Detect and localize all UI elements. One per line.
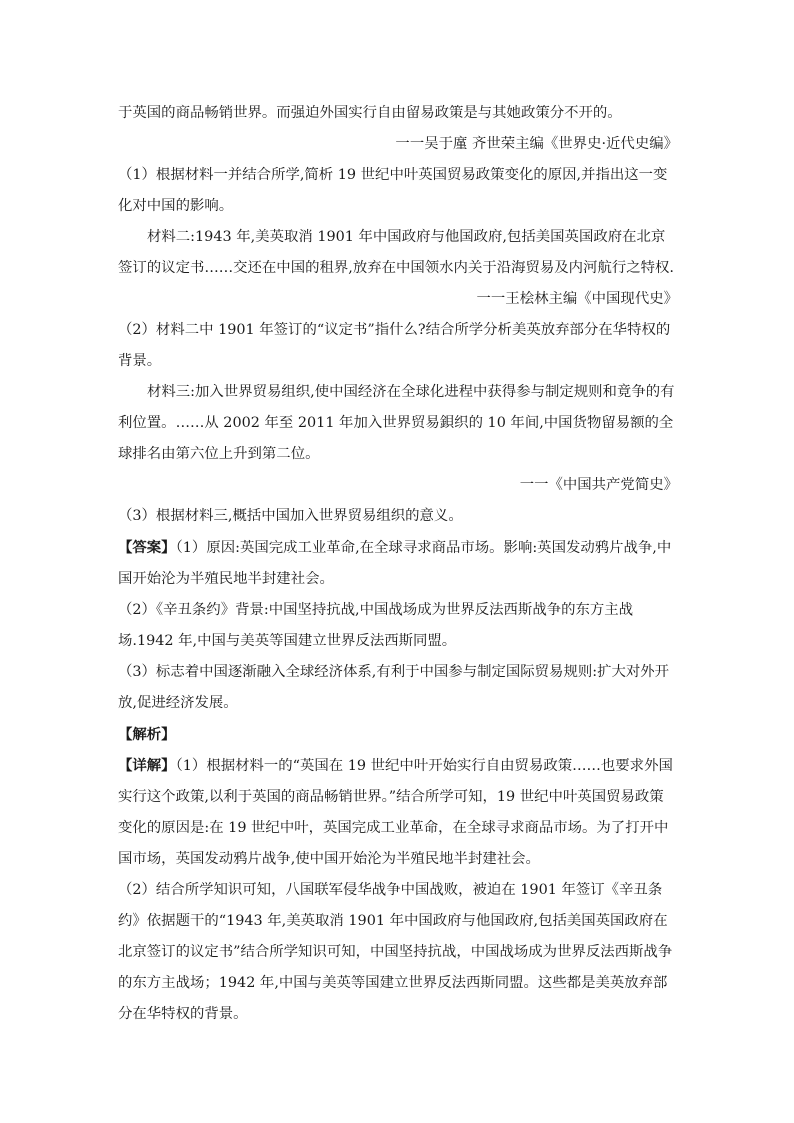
answer-3: （3）标志着中国逐渐融入全球经济体系,有利于中国参与制定国际贸易规则:扩大对外开放,促进经济发展。 (118, 664, 670, 711)
answer-1: 【答案】（1）原因:英国完成工业革命,在全球寻求商品市场。影响:英国发动鸦片战争,中国开始沦为半殖民地半封建社会。 (118, 539, 672, 587)
document-body (118, 98, 678, 1030)
detail-1: 【详解】（1）根据材料一的“英国在 19 世纪中叶开始实行自由贸易政策……也要求外国实行这个政策,以利于英国的商品畅销世界。”结合所学可知，19 世纪中叶英国贸易政策变化的原因是:在 19 世纪中叶，英国完成工业革命，在全球寻求商品市场。为了打开中国市场，英国发动鸦片战争,使中国开始沦为半殖民地半封建社会。 (118, 757, 673, 867)
question-3: （3）根据材料三,概括中国加入世界贸易组织的意义。 (118, 508, 463, 524)
section-label: 【详解】 (118, 757, 176, 774)
material-three: 材料三:加入世界贸易组织,使中国经济在全球化进程中获得参与制定规则和竟争的有利位置。……从 2002 年至 2011 年加入世界贸易鋇织的 10 年间,中国货物留易额的全球排名由第六位上升到第二位。 (118, 384, 675, 462)
question-2: （2）材料二中 1901 年签订的“议定书”指什么?结合所学分析美英放弃部分在华特权的背景。 (118, 322, 671, 369)
question-1: （1）根据材料一并结合所学,简析 19 世纪中叶英国贸易政策变化的原因,并指出这一变化对中国的影响。 (118, 167, 668, 214)
source-citation-3: 一一《中国共产党简史》 (519, 477, 678, 493)
material-one-ending: 于英国的商品畅销世界。而强迫外国实行自由留易政策是与其她政策分不开的。 (118, 105, 622, 121)
detail-2: （2）结合所学知识可知，八国联军侵华战争中国战败，被迫在 1901 年签订《辛丑条约》依据题干的“1943 年,美英取消 1901 年中国政府与他国政府,包括美国英国政府在北京签订的议定书”结合所学知识可知，中国坚持抗战，中国战场成为世界反法西斯战争的东方主战场；1942 年,中国与美英等国建立世界反法西斯同盟。这些都是美英放弃部分在华特权的背景。 (118, 882, 673, 1022)
material-two: 材料二:1943 年,美英取消 1901 年中国政府与他国政府,包括美国英国政府在北京签订的议定书……交还在中国的租界,放弃在中国领水内关于沿海贸易及内河航行之特权. (118, 229, 674, 276)
source-citation-1: 一一吴于廑 齐世荣主编《世界史·近代史编》 (395, 136, 678, 152)
answer-2: （2）《辛丑条约》背景:中国坚持抗战,中国战场成为世界反法西斯战争的东方主战场.1942 年,中国与美英等国建立世界反法西斯同盟。 (118, 602, 634, 649)
section-label: 【答案】 (118, 539, 176, 556)
analysis-heading: 【解析】 (118, 726, 176, 743)
source-citation-2: 一一王桧林主编《中国现代史》 (476, 291, 678, 307)
